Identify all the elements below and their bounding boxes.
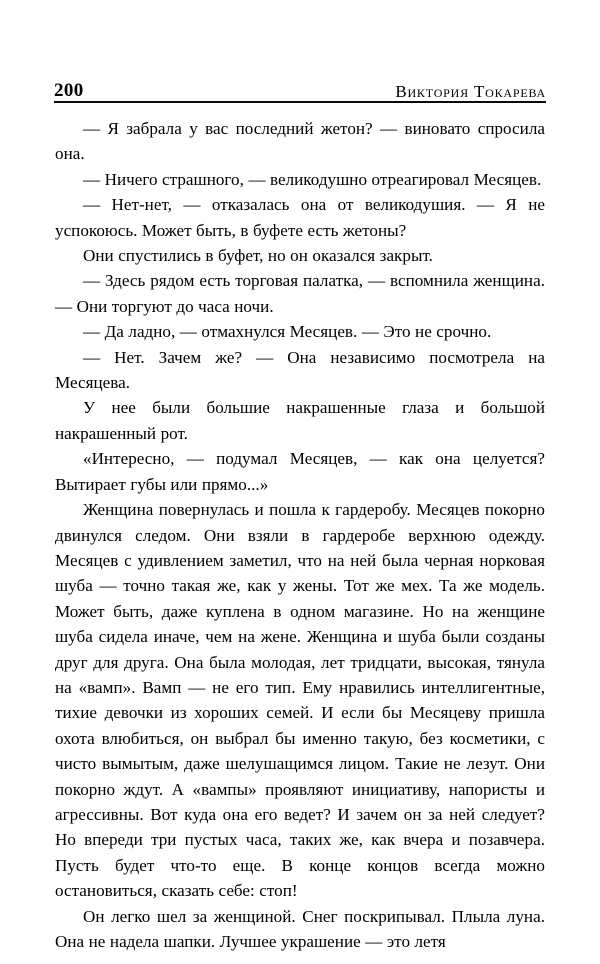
paragraph: Они спустились в буфет, но он оказался закрыт. — [83, 246, 433, 266]
paragraph: — Я забрала у вас последний жетон? — виновато спросила она. — [55, 119, 545, 164]
paragraph: — Да ладно, — отмахнулся Месяцев. — Это не срочно. — [83, 322, 492, 342]
running-head — [54, 70, 546, 100]
paragraph: — Нет. Зачем же? — Она независимо посмотрела на Месяцева. — [55, 347, 545, 393]
paragraph: — Ничего страшного, — великодушно отреагировал Месяцев. — [83, 169, 542, 189]
header-divider-rule — [54, 101, 546, 103]
paragraph: У нее были большие накрашенные глаза и большой накрашенный рот. — [55, 398, 545, 443]
body-text-block — [55, 116, 545, 954]
paragraph: — Здесь рядом есть торговая палатка, — вспомнила женщина. — Они торгуют до часа ночи. — [55, 271, 545, 316]
paragraph: Он легко шел за женщиной. Снег поскрипывал. Плыла луна. Она не надела шапки. Лучшее украшение — это летя — [55, 906, 545, 951]
paragraph: Женщина повернулась и пошла к гардеробу. Месяцев покорно двинулся следом. Они взяли в гардеробе верхнюю одежду. Месяцев с удивлением заметил, что на ней была черная норковая шуба — точно такая же, как у жены. Тот же мех. Та же модель. Может быть, даже куплена в одном магазине. Но на женщине шуба сидела иначе, чем на жене. Женщина и шуба были созданы друг для друга. Она была молодая, лет тридцати, высокая, тянула на «вамп». Вамп — не его тип. Ему нравились интеллигентные, тихие девочки из хороших семей. И если бы Месяцеву пришла охота влюбиться, он выбрал бы именно такую, без косметики, с чисто вымытым, даже шелушащимся лицом. Такие не лезут. Они покорно ждут. А «вампы» проявляют инициативу, напористы и агрессивны. Вот куда она его ведет? И зачем он за ней следует? Но впереди три пустых часа, таких же, как вчера и позавчера. Пусть будет что-то еще. В конце концов всегда можно остановиться, сказать себе: стоп! — [55, 500, 545, 901]
paragraph: «Интересно, — подумал Месяцев, — как она целуется? Вытирает губы или прямо...» — [55, 449, 545, 494]
author-name: Виктория Токарева — [395, 82, 546, 101]
paragraph: — Нет-нет, — отказалась она от великодушия. — Я не успокоюсь. Может быть, в буфете есть жетоны? — [55, 195, 545, 240]
page-number: 200 — [54, 80, 84, 101]
